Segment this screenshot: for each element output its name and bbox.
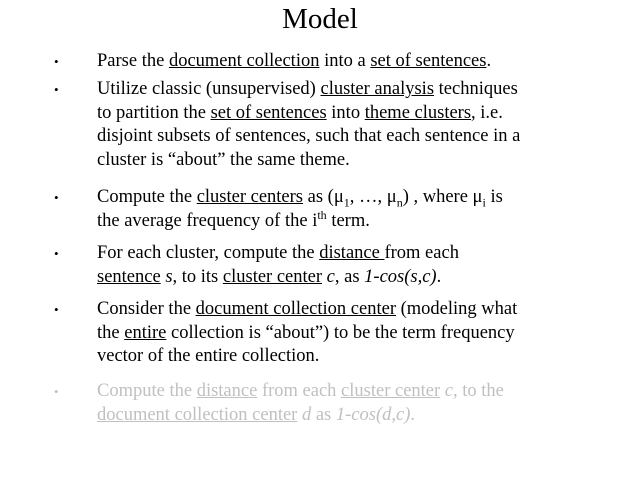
subscript: 1 — [343, 195, 350, 210]
text-span: term. — [326, 210, 370, 231]
text-span: Compute the — [97, 381, 197, 401]
text-span: . — [410, 404, 415, 425]
italic-term: 1-cos(s,c) — [364, 266, 437, 287]
text-span: techniques — [434, 79, 518, 99]
underlined-term: sentence — [97, 266, 161, 287]
underlined-term: cluster center — [341, 381, 441, 401]
text-line — [97, 102, 597, 126]
text-span: . — [436, 266, 442, 287]
slide-title: Model — [282, 3, 358, 35]
underlined-term: theme clusters — [364, 102, 472, 123]
text-span: as (μ — [303, 187, 344, 207]
text-line — [97, 266, 597, 290]
text-span: to partition the — [97, 102, 211, 123]
text-span: the average frequency of the i — [97, 210, 318, 231]
text-line — [97, 380, 597, 404]
underlined-term: document collection — [168, 51, 320, 71]
underlined-term: cluster analysis — [320, 79, 435, 99]
text-span: , to its — [172, 266, 223, 287]
text-span: is — [485, 187, 503, 207]
text-span: Compute the — [97, 187, 197, 207]
italic-term: c — [440, 381, 454, 401]
text-span: ) , where μ — [402, 187, 483, 207]
bullet-marker: • — [54, 302, 59, 317]
bullet-text — [97, 242, 597, 289]
underlined-term: distance — [196, 381, 258, 401]
text-line — [97, 78, 597, 102]
underlined-term: cluster center — [222, 266, 323, 287]
bullet-text — [97, 298, 597, 369]
bullet-marker: • — [54, 384, 59, 399]
bullet-marker: • — [54, 246, 59, 261]
text-span: as — [311, 404, 336, 425]
text-line: cluster is “about” the same theme. — [97, 149, 350, 170]
subscript: n — [396, 195, 403, 210]
bullet-marker: • — [54, 54, 59, 69]
text-span: , to the — [453, 381, 504, 401]
bullet-text — [97, 186, 597, 233]
text-line — [97, 50, 597, 74]
bullet-text — [97, 380, 597, 427]
bullet-text — [97, 50, 597, 74]
text-span: into — [326, 102, 365, 123]
underlined-term: distance — [319, 243, 385, 263]
text-span: from each — [384, 243, 459, 263]
italic-term: d — [297, 404, 312, 425]
text-line — [97, 242, 597, 266]
bullet-text — [97, 78, 597, 172]
text-span: collection is “about”) to be the term frequency — [166, 322, 515, 343]
text-line: vector of the entire collection. — [97, 346, 320, 366]
text-span: Consider the — [97, 299, 196, 319]
italic-term: s — [160, 266, 173, 287]
text-line — [97, 404, 597, 428]
text-line — [97, 186, 597, 210]
text-span: . — [486, 51, 492, 71]
text-span: (modeling what — [396, 299, 518, 319]
text-span: For each cluster, compute the — [97, 243, 320, 263]
subscript: i — [482, 195, 486, 210]
text-line — [97, 298, 597, 322]
underlined-term: document collection center — [195, 299, 396, 319]
underlined-term: document collection center — [97, 404, 298, 425]
text-line: disjoint subsets of sentences, such that each sentence in a — [97, 126, 521, 146]
text-span: Parse the — [97, 51, 169, 71]
text-span: from each — [257, 381, 342, 401]
superscript: th — [317, 207, 327, 222]
text-line — [97, 322, 597, 346]
underlined-term: set of sentences — [370, 51, 487, 71]
bullet-marker: • — [54, 82, 59, 97]
text-span: Utilize classic (unsupervised) — [97, 79, 321, 99]
text-span: the — [97, 322, 125, 343]
underlined-term: set of sentences — [210, 102, 327, 123]
underlined-term: cluster centers — [196, 187, 304, 207]
text-span: , as — [334, 266, 365, 287]
bullet-marker: • — [54, 190, 59, 205]
italic-term: c — [322, 266, 335, 287]
text-span: , …, μ — [349, 187, 397, 207]
text-line — [97, 207, 597, 234]
italic-term: 1-cos(d,c) — [335, 404, 411, 425]
text-span: into a — [319, 51, 371, 71]
underlined-term: entire — [124, 322, 167, 343]
text-span: , i.e. — [471, 102, 503, 123]
